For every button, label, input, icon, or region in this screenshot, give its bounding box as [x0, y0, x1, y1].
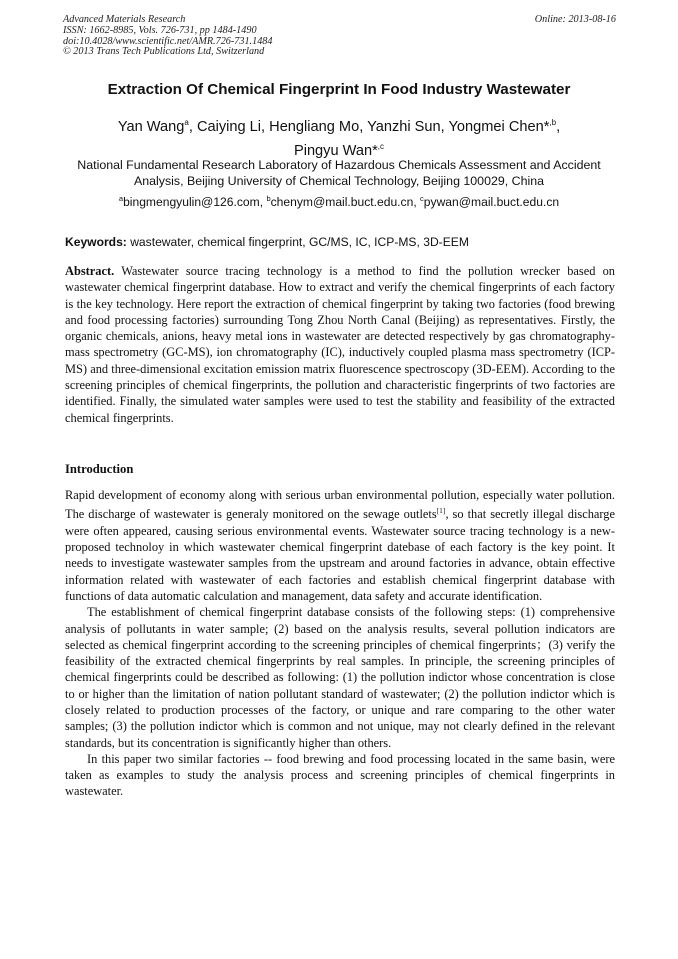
author-name: Yanzhi Sun	[367, 118, 441, 135]
author-name: Yan Wang	[117, 118, 185, 135]
affiliation: National Fundamental Research Laboratory of Hazardous Chemicals Assessment and Accident Analysis, Beijing University of Chemical Technology, Beijing 100029, China	[77, 158, 601, 188]
email-mark: a	[118, 194, 124, 203]
paragraph-text: , so that secretly illegal discharge were often appeared, causing serious environmental events. Wastewater source tracing technology is a new-proposed technoloy in which wastewater chemical fingerprint datebase of each factory is the key point. It needs to investigate wastewater samples from the upstream and around factories in advance, obtain effective information related with wastewater of each factories and establish chemical fingerprint database with functions of data automatic calculation and management, data safety and accurate identification.	[65, 507, 615, 603]
author-emails: $^a$bingmengyulin@126.com, $^b$chenym@mail.buct.edu.cn, $^c$pywan@mail.buct.edu.cn	[118, 194, 560, 210]
issn-line: ISSN: 1662-8985, Vols. 726-731, pp 1484-1490	[63, 24, 257, 36]
paragraph: The establishment of chemical fingerprint database consists of the following steps: (1) comprehensive analysis of pollutants in water sample; (2) based on the analysis results, several pollution indicators are selected as chemical fingerprint according to the screening principles of chemical fingerprints；(3) verify the feasibility of the extracted chemical fingerprints by real samples. In principle, the screening principles of chemical fingerprints could be described as following: (1) the pollution indictor whose concentration is close to or higher than the limitation of nation pollutant standard of wastewater; (2) the pollution indictor which is closely related to production processes of the factory, or unique and rare comparing to the other water samples; (3) the pollution indictor which is common and not unique, may not clearly defined in the relevant standards, but its concentration is significantly higher than others.	[65, 605, 615, 750]
copyright-line: © 2013 Trans Tech Publications Ltd, Switzerland	[63, 46, 265, 58]
author-list: Yan Wang$^a$, Caiying Li, Hengliang Mo, Yanzhi Sun, Yongmei Chen*$^{,b}$, Pingyu Wan*$^{,c}$	[117, 118, 561, 159]
journal-header	[63, 15, 616, 58]
email-mark: c	[420, 194, 424, 203]
abstract-label: Abstract.	[65, 264, 115, 278]
paragraph	[65, 487, 615, 604]
author-affiliation-mark: ,c	[377, 141, 385, 151]
keywords-label: Keywords:	[65, 235, 127, 249]
section-heading-introduction: Introduction	[65, 462, 134, 476]
paragraph-text: Rapid development of economy along with serious urban environmental pollution, especially water pollution. The discharge of wastewater is generaly monitored on the sewage outlets	[65, 488, 615, 522]
citation-link[interactable]: [1]	[436, 506, 446, 516]
abstract-text: Wastewater source tracing technology is a method to find the pollution wrecker based on wastewater chemical fingerprint database. How to extract and verify the chemical fingerprints of each factory is the key technology. Here report the extraction of chemical fingerprint by taking two factories (food brewing and food processing factories) surrounding Tong Zhou North Canal (Beijing) as representatives. Firstly, the organic chemicals, anions, heavy metal ions in wastewater are detected respectively by gas chromatography-mass spectrometry (GC-MS), ion chromatography (IC), inductively coupled plasma mass spectrometry (ICP-MS) and three-dimensional excitation emission matrix fluorescence spectroscopy (3D-EEM). According to the screening principles of chemical fingerprints, the pollution and characteristic fingerprints of two factories are identified. Finally, the simulated water samples were used to test the stability and feasibility of the extracted chemical fingerprints.	[65, 264, 615, 425]
doi-link[interactable]: doi:10.4028/www.scientific.net/AMR.726-731.1484	[63, 35, 273, 47]
author-name: Yongmei Chen*	[448, 118, 550, 135]
online-date: Online: 2013-08-16	[534, 14, 616, 25]
author-affiliation-mark: a	[184, 118, 189, 127]
paper-title: Extraction Of Chemical Fingerprint In Food Industry Wastewater	[107, 81, 571, 98]
author-name: Pingyu Wan*	[293, 142, 378, 159]
keywords-line	[65, 235, 615, 249]
email-mark: b	[266, 194, 271, 203]
paragraph: In this paper two similar factories -- food brewing and food processing located in the same basin, were taken as examples to study the analysis process and screening principles of chemical fingerprints in wastewater.	[65, 751, 615, 799]
author-affiliation-mark: ,b	[549, 118, 557, 127]
email-link[interactable]: pywan@mail.buct.edu.cn	[423, 195, 560, 210]
author-name: Hengliang Mo	[269, 118, 360, 135]
email-link[interactable]: bingmengyulin@126.com	[123, 195, 260, 210]
introduction-body	[65, 487, 615, 800]
author-name: Caiying Li	[196, 118, 262, 135]
journal-name: Advanced Materials Research	[63, 14, 186, 25]
keywords-text: wastewater, chemical fingerprint, GC/MS, IC, ICP-MS, 3D-EEM	[130, 235, 469, 249]
abstract	[65, 263, 615, 426]
email-link[interactable]: chenym@mail.buct.edu.cn	[270, 195, 414, 210]
